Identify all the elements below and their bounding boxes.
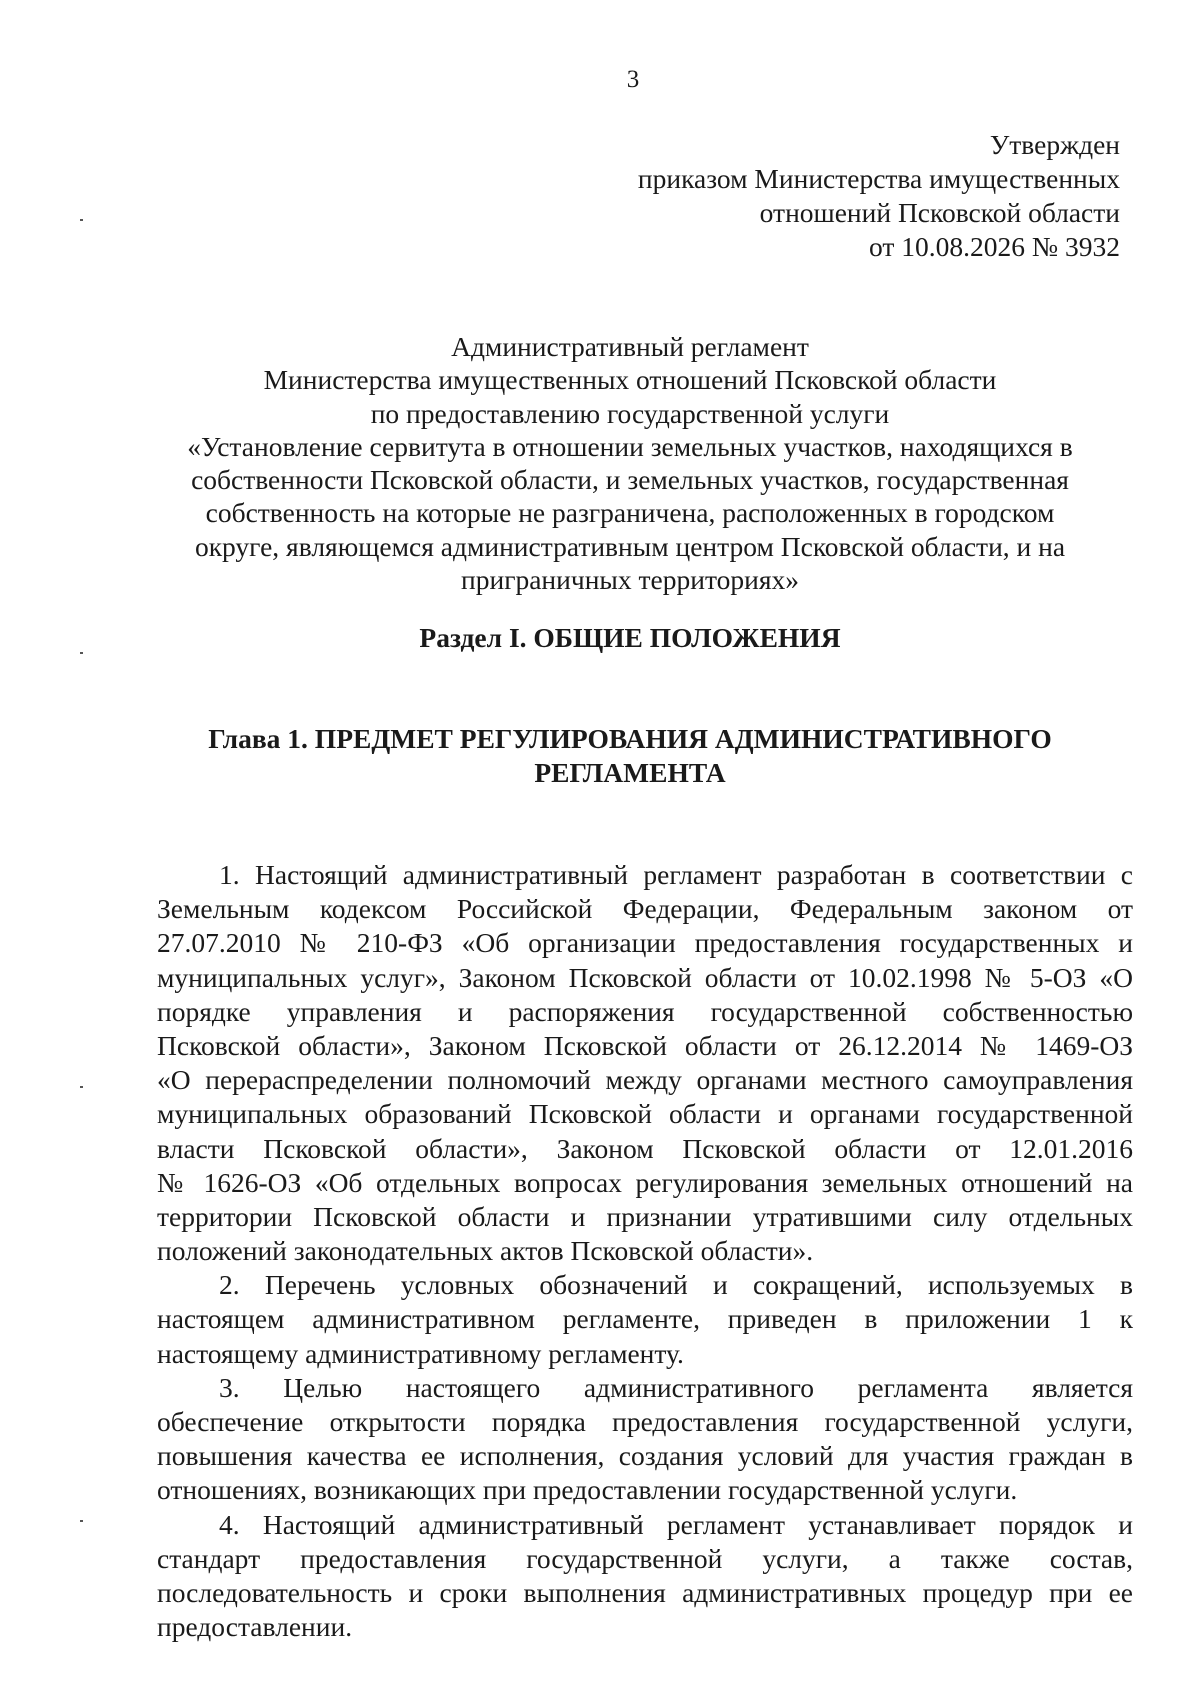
paragraph-1-line: положений законодательных актов Псковской области». [157, 1235, 814, 1267]
scan-mark [80, 1086, 83, 1088]
paragraph-3-line: 3. Целью настоящего административного регламента является [219, 1371, 1133, 1403]
scan-mark [80, 652, 83, 654]
paragraph-1-line: власти Псковской области», Законом Псковской области от 12.01.2016 [157, 1132, 1133, 1164]
page-number: 3 [626, 66, 640, 93]
chapter-heading [150, 722, 1110, 790]
approval-line: отношений Псковской области [759, 197, 1120, 228]
paragraph-3-line: обеспечение открытости порядка предоставления государственной услуги, [157, 1406, 1133, 1437]
paragraph-1-line: территории Псковской области и признании утратившими силу отдельных [157, 1200, 1133, 1232]
paragraph-1-line: муниципальных образований Псковской области и органами государственной [157, 1098, 1133, 1130]
body-text [157, 858, 1133, 1644]
paragraph-3-line: повышения качества ее исполнения, создания условий для участия граждан в [157, 1440, 1133, 1472]
chapter-heading-line: Глава 1. ПРЕДМЕТ РЕГУЛИРОВАНИЯ АДМИНИСТРАТИВНОГО [208, 723, 1052, 754]
paragraph-1-line: 1. Настоящий административный регламент разработан в соответствии с [219, 859, 1133, 890]
paragraph-4-line: стандарт предоставления государственной услуги, а также состав, [157, 1542, 1133, 1574]
title-line: по предоставлению государственной услуги [370, 397, 890, 429]
paragraph-2-line: настоящем административном регламенте, приведен в приложении 1 к [157, 1303, 1133, 1335]
paragraph-4-line: последовательность и сроки выполнения административных процедур при ее [157, 1576, 1133, 1608]
title-line: «Установление сервитута в отношении земельных участков, находящихся в [187, 430, 1073, 462]
title-line: Административный регламент [451, 331, 809, 362]
paragraph-1-line: порядке управления и распоряжения государственной собственностью [157, 995, 1133, 1027]
approval-line: приказом Министерства имущественных [637, 163, 1120, 194]
document-title [150, 330, 1110, 596]
paragraph-1-line: № 1626-ОЗ «Об отдельных вопросах регулирования земельных отношений на [157, 1166, 1133, 1198]
scan-mark [80, 219, 83, 221]
title-line: собственности Псковской области, и земельных участков, государственная [191, 464, 1069, 496]
approval-line: Утвержден [989, 129, 1120, 160]
paragraph-2-line: настоящему административному регламенту. [157, 1337, 684, 1369]
paragraph-1-line: 27.07.2010 № 210-ФЗ «Об организации предоставления государственных и [157, 927, 1133, 959]
section-heading: Раздел I. ОБЩИЕ ПОЛОЖЕНИЯ [419, 622, 841, 653]
paragraph-1-line: муниципальных услуг», Законом Псковской области от 10.02.1998 № 5-ОЗ «О [157, 961, 1133, 993]
paragraph-4-line: предоставлении. [157, 1611, 353, 1643]
paragraph-2-line: 2. Перечень условных обозначений и сокращений, используемых в [219, 1269, 1133, 1301]
chapter-heading-line: РЕГЛАМЕНТА [534, 757, 726, 788]
title-line: собственность на которые не разграничена, расположенных в городском [205, 497, 1055, 529]
title-line: округе, являющемся административным центром Псковской области, и на [194, 530, 1066, 562]
paragraph-1-line: «О перераспределении полномочий между органами местного самоуправления [157, 1064, 1133, 1096]
scan-mark [80, 1520, 83, 1522]
title-line: Министерства имущественных отношений Псковской области [263, 364, 997, 396]
paragraph-3-line: отношениях, возникающих при предоставлении государственной услуги. [157, 1474, 1018, 1506]
approval-line: от 10.08.2026 № 3932 [868, 231, 1120, 262]
paragraph-1-line: Псковской области», Законом Псковской области от 26.12.2014 № 1469-ОЗ [157, 1029, 1133, 1061]
paragraph-1-line: Земельным кодексом Российской Федерации, Федеральным законом от [157, 893, 1133, 925]
approval-stamp [520, 128, 1120, 264]
paragraph-4-line: 4. Настоящий административный регламент устанавливает порядок и [219, 1508, 1133, 1540]
title-line: приграничных территориях» [461, 564, 799, 596]
